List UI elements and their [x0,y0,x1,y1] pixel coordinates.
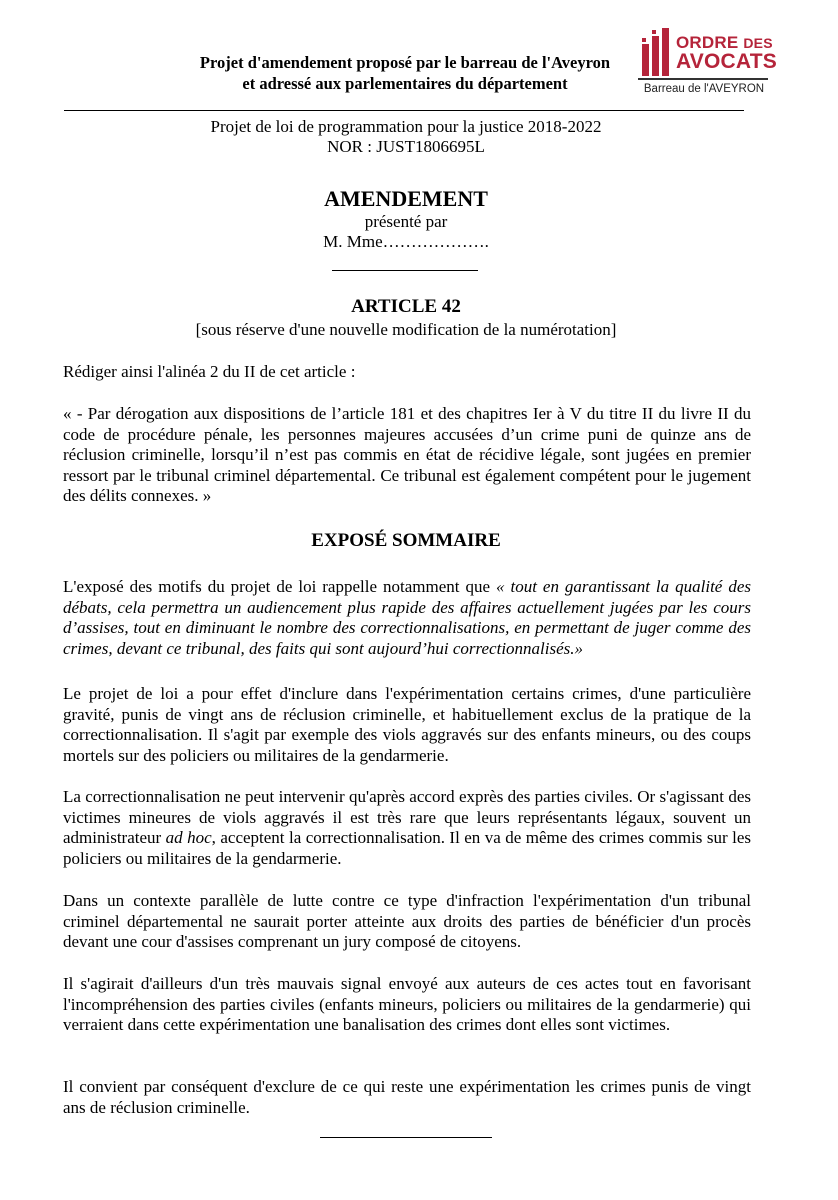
summary-paragraph-5: Il s'agirait d'ailleurs d'un très mauvais signal envoyé aux auteurs de ces actes tout en favorisant l'incompréhension des parties civiles (enfants mineurs, policiers ou militaires de la gendarmerie) qui verraient dans cette expérimentation une banalisation des crimes dont elles sont victimes. [63,974,751,1035]
bill-info [0,117,812,157]
closing-divider [320,1137,492,1138]
summary-p3-b: , acceptent la correctionnalisation. Il en va de même des crimes commis sur les policiers ou militaires de la gendarmerie. [63,828,751,868]
logo-line2: AVOCATS [676,50,777,73]
document-header [170,52,640,94]
summary-paragraph-3 [63,787,751,869]
amendment-author: M. Mme………………. [323,232,489,251]
amendment-block [0,186,812,252]
logo-line1-main: ORDRE [676,33,739,52]
header-title-line1: Projet d'amendement proposé par le barreau de l'Aveyron [199,53,611,72]
bar-association-logo [636,28,777,100]
amendment-divider [332,270,478,271]
summary-paragraph-4: Dans un contexte parallèle de lutte contre ce type d'infraction l'expérimentation d'un tribunal criminel départemental ne saurait porter atteinte aux droits des parties de bénéficier d'un procès devant une cour d'assises comprenant un jury composé de citoyens. [63,891,751,952]
summary-p1-quote: « tout en garantissant la qualité des débats, cela permettra un audiencement plus rapide des affaires actuellement jugées par les cours d’assises, tout en diminuant le nombre des correctionnalisations, en permettant de juger comme des crimes, devant ce tribunal, des faits qui sont aujourd’hui correctionnalisés.» [63,577,751,658]
instruction-paragraph: Rédiger ainsi l'alinéa 2 du II de cet article : [63,362,356,381]
logo-subtitle: Barreau de l'AVEYRON [643,83,765,95]
header-title-line2: et adressé aux parlementaires du département [242,74,568,93]
summary-paragraph-2: Le projet de loi a pour effet d'inclure dans l'expérimentation certains crimes, d'une particulière gravité, punis de vingt ans de réclusion criminelle, et habituellement exclus de la pratique de la correctionnalisation. Il s'agit par exemple des viols aggravés sur des enfants mineurs, ou des coups mortels sur des policiers ou militaires de la gendarmerie. [63,684,751,765]
summary-block [0,530,812,552]
summary-paragraph-1 [63,577,751,659]
summary-p3-a: La correctionnalisation ne peut intervenir qu'après accord exprès des parties civiles. Or s'agissant des victimes mineures de viols aggravés il est très rare que leurs représentants légaux, souvent un administrateur [63,787,751,848]
header-divider [64,110,744,111]
article-block [0,296,812,340]
amendment-heading: AMENDEMENT [324,186,488,211]
ordre-logo-mark-icon [640,28,672,76]
summary-p3-italic: ad hoc [165,828,212,848]
summary-p1-intro: L'exposé des motifs du projet de loi rappelle notamment que [63,577,496,596]
summary-heading: EXPOSÉ SOMMAIRE [311,530,501,551]
amended-text-paragraph: « - Par dérogation aux dispositions de l’article 181 et des chapitres Ier à V du titre II du livre II du code de procédure pénale, les personnes majeures accusées d’un crime puni de quinze ans de réclusion criminelle, lorsqu’il n’est pas commis en état de récidive légale, sont jugées en premier ressort par le tribunal criminel départemental. Ce tribunal est également compétent pour le jugement des délits connexes. » [63,404,751,506]
article-heading: ARTICLE 42 [351,296,461,317]
summary-paragraph-6: Il convient par conséquent d'exclure de ce qui reste une expérimentation les crimes punis de vingt ans de réclusion criminelle. [63,1077,751,1117]
bill-nor: NOR : JUST1806695L [327,137,485,156]
amendment-presented-by: présenté par [364,212,448,231]
logo-line1-small: DES [743,35,773,51]
bill-title: Projet de loi de programmation pour la justice 2018-2022 [210,117,602,136]
logo-divider [638,78,768,80]
article-note: [sous réserve d'une nouvelle modification de la numérotation] [195,320,617,339]
